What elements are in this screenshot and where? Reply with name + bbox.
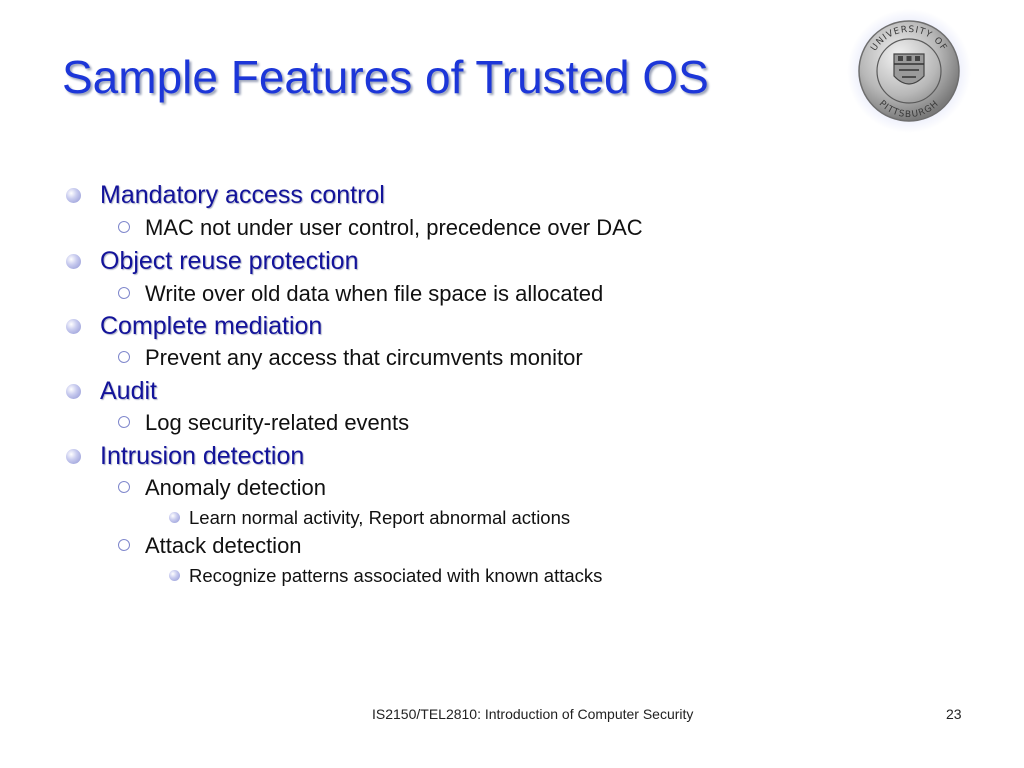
ring-bullet-icon [118,539,130,551]
bullet-dot-icon [66,254,81,269]
bullet-label: Object reuse protection [100,247,359,275]
ring-bullet-icon [118,221,130,233]
sub-bullet-item [145,475,326,501]
bullet-dot-icon [169,512,180,523]
bullet-dot-icon [66,384,81,399]
bullet-label: Complete mediation [100,312,323,340]
ring-bullet-icon [118,416,130,428]
bullet-label: Mandatory access control [100,181,385,209]
bullet-label: Intrusion detection [100,442,305,470]
bullet-dot-icon [169,570,180,581]
sub-bullet-label: Log security-related events [145,410,410,435]
sub-bullet-label: Anomaly detection [145,475,326,500]
seal-bottom-text: PITTSBURGH [876,98,942,121]
sub-sub-bullet-item [189,507,570,529]
sub-bullet-item [145,410,409,436]
bullet-dot-icon [66,319,81,334]
sub-bullet-label: Prevent any access that circumvents monitor [145,345,583,370]
sub-bullet-item [145,345,583,371]
sub-bullet-label: MAC not under user control, precedence over DAC [145,215,643,240]
seal-top-text: UNIVERSITY OF [869,24,949,54]
sub-sub-bullet-item [189,565,602,587]
bullet-item [100,377,157,406]
slide-title: Sample Features of Trusted OS [62,51,709,103]
bullet-dot-icon [66,188,81,203]
sub-sub-bullet-label: Recognize patterns associated with known attacks [189,565,603,586]
bullet-item [100,312,322,341]
sub-bullet-item [145,215,643,241]
bullet-item [100,247,358,276]
bullet-item [100,181,385,210]
bullet-dot-icon [66,449,81,464]
sub-bullet-item [145,533,302,559]
sub-bullet-item [145,281,603,307]
bullet-item [100,442,304,471]
sub-bullet-label: Write over old data when file space is allocated [145,281,604,306]
page-number: 23 [946,706,962,722]
footer-course: IS2150/TEL2810: Introduction of Computer Security [372,706,694,722]
sub-sub-bullet-label: Learn normal activity, Report abnormal actions [189,507,571,528]
ring-bullet-icon [118,287,130,299]
ring-bullet-icon [118,481,130,493]
sub-bullet-label: Attack detection [145,533,302,558]
bullet-label: Audit [100,377,157,405]
ring-bullet-icon [118,351,130,363]
